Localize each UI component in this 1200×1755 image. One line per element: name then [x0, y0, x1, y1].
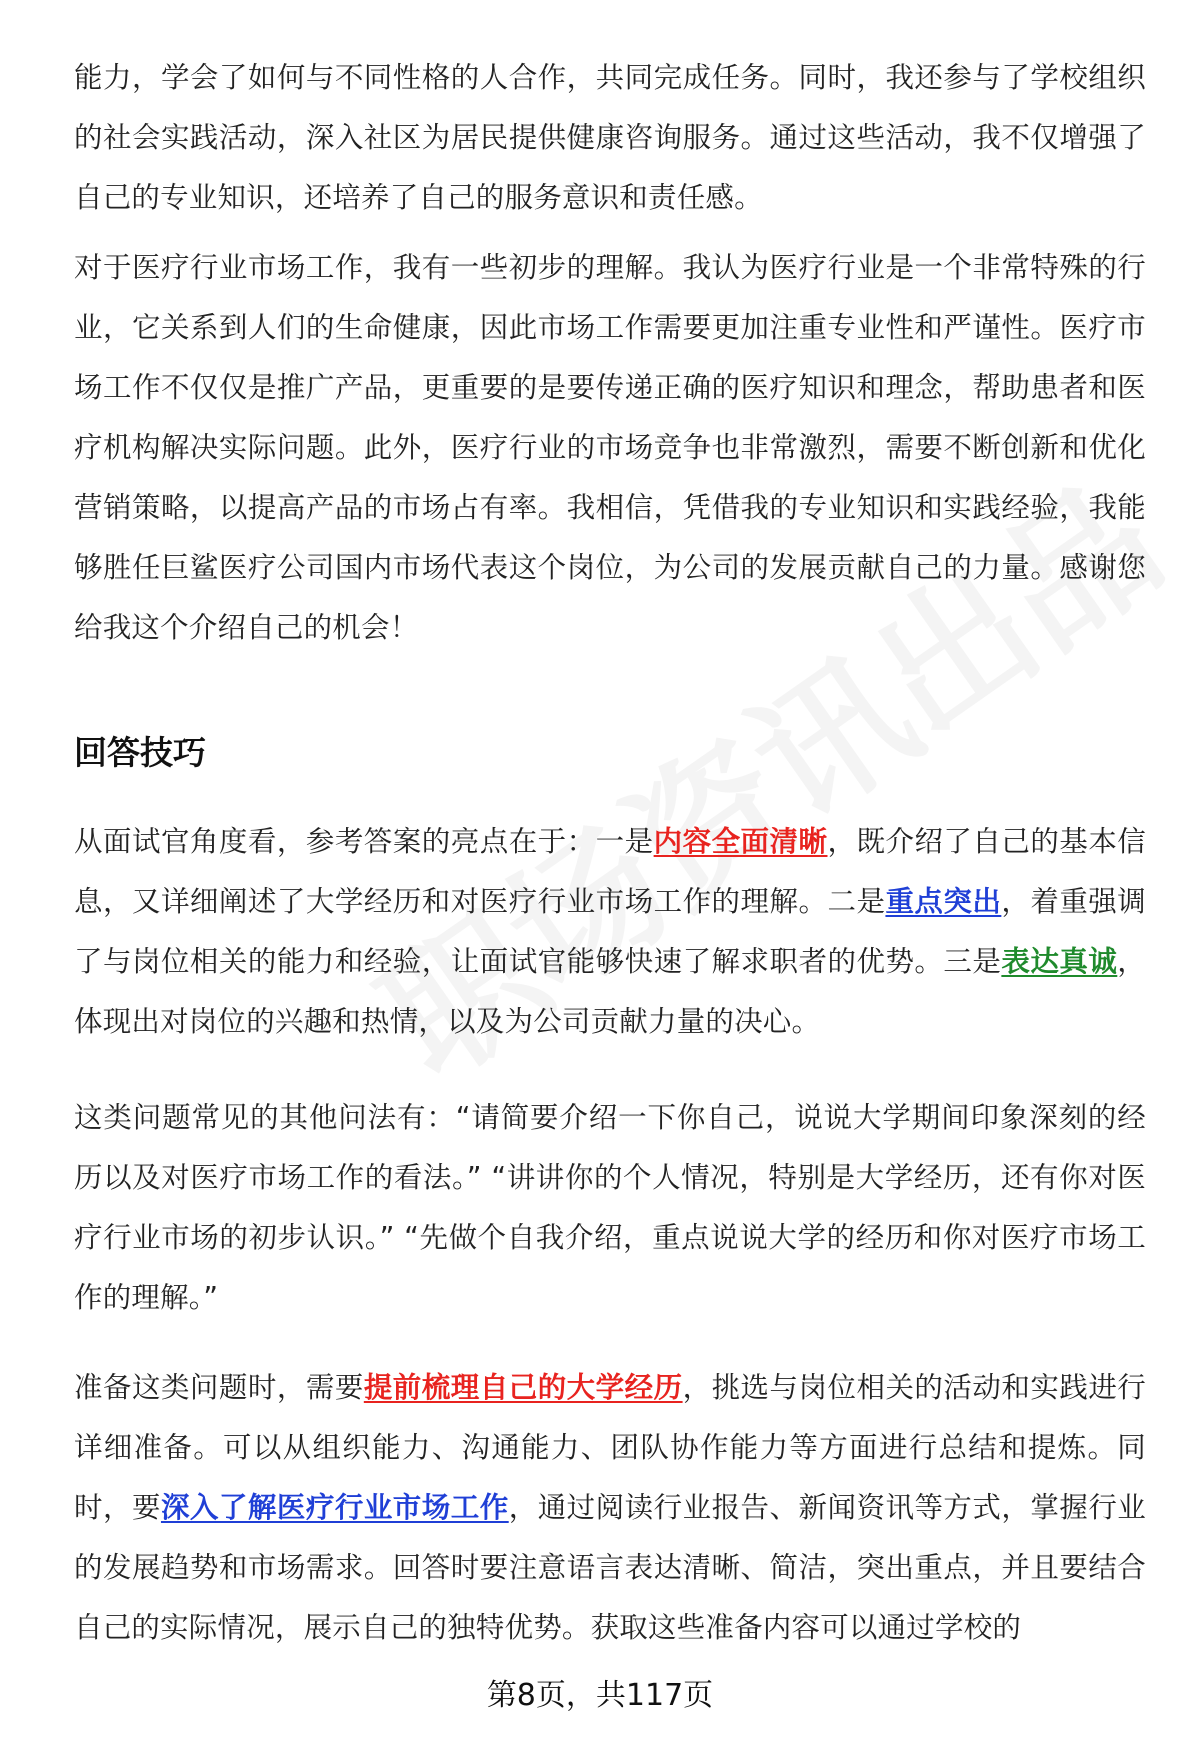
- text-segment: 准备这类问题时，需要: [74, 1371, 364, 1404]
- section-heading: 回答技巧: [74, 733, 206, 772]
- highlight-focus: 重点突出: [885, 885, 1002, 918]
- paragraph-market-understanding: 对于医疗行业市场工作，我有一些初步的理解。我认为医疗行业是一个非常特殊的行业，它关系到人们的生命健康，因此市场工作需要更加注重专业性和严谨性。医疗市场工作不仅仅是推广产品，更重要的是要传递正确的医疗知识和理念，帮助患者和医疗机构解决实际问题。此外，医疗行业的市场竞争也非常激烈，需要不断创新和优化营销策略，以提高产品的市场占有率。我相信，凭借我的专业知识和实践经验，我能够胜任巨鲨医疗公司国内市场代表这个岗位，为公司的发展贡献自己的力量。感谢您给我这个介绍自己的机会！: [74, 251, 1146, 644]
- highlight-understand-market: 深入了解医疗行业市场工作: [160, 1491, 509, 1524]
- text-segment: 从面试官角度看，参考答案的亮点在于：一是: [74, 825, 654, 858]
- paragraph-alternative-questions: 这类问题常见的其他问法有：“请简要介绍一下你自己，说说大学期间印象深刻的经历以及对医疗市场工作的看法。” “讲讲你的个人情况，特别是大学经历，还有你对医疗行业市场的初步认识。” “先做个自我介绍，重点说说大学的经历和你对医疗市场工作的理解。”: [74, 1101, 1146, 1314]
- paragraph-university-activities: 能力，学会了如何与不同性格的人合作，共同完成任务。同时，我还参与了学校组织的社会实践活动，深入社区为居民提供健康咨询服务。通过这些活动，我不仅增强了自己的专业知识，还培养了自己的服务意识和责任感。: [74, 61, 1146, 214]
- highlight-review-university: 提前梳理自己的大学经历: [363, 1371, 683, 1404]
- page-number: 第8页，共117页: [486, 1678, 714, 1713]
- paragraph-answer-highlights: [74, 812, 1146, 1052]
- text-segment: ，既介绍了自己的基本信息，又详细阐述了大学经历和对医疗行业市场工作的理解。二是: [74, 825, 1147, 918]
- text-segment: ，着重强调了与岗位相关的能力和经验，让面试官能够快速了解求职者的优势。三是: [74, 885, 1146, 978]
- highlight-content-clear: 内容全面清晰: [653, 825, 828, 858]
- text-segment: ，通过阅读行业报告、新闻资讯等方式，掌握行业的发展趋势和市场需求。回答时要注意语言表达清晰、简洁，突出重点，并且要结合自己的实际情况，展示自己的独特优势。获取这些准备内容可以通过学校的: [74, 1491, 1146, 1644]
- text-segment: ，体现出对岗位的兴趣和热情，以及为公司贡献力量的决心。: [74, 945, 1146, 1038]
- paragraph-preparation-tips: [74, 1358, 1146, 1658]
- highlight-sincere: 表达真诚: [1001, 945, 1118, 978]
- text-segment: ，挑选与岗位相关的活动和实践进行详细准备。可以从组织能力、沟通能力、团队协作能力等方面进行总结和提炼。同时，要: [74, 1371, 1146, 1524]
